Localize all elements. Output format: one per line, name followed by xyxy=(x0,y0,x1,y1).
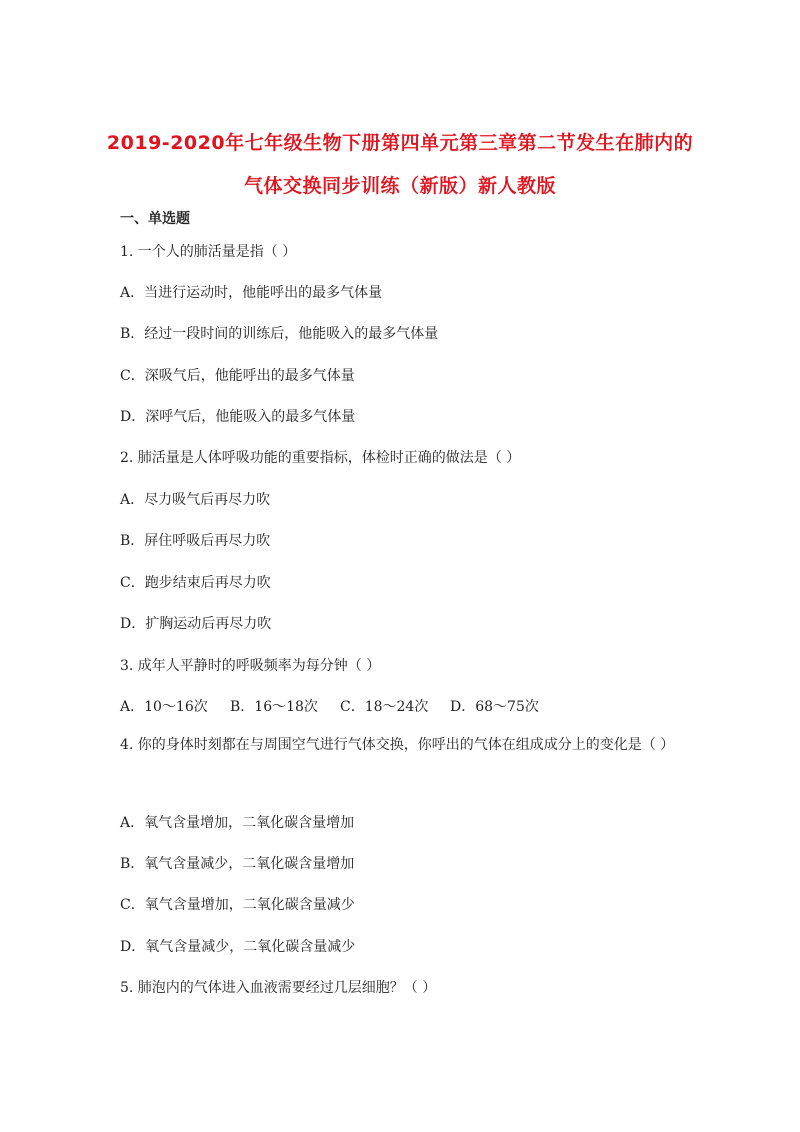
question-5-stem: 5. 肺泡内的气体进入血液需要经过几层细胞？（ ） xyxy=(120,980,437,996)
question-4-option-a: A．氧气含量增加，二氧化碳含量增加 xyxy=(120,815,355,831)
question-4-option-b: B．氧气含量减少，二氧化碳含量增加 xyxy=(120,856,355,872)
document-title-line-2: 气体交换同步训练（新版）新人教版 xyxy=(243,175,556,197)
question-2-option-b: B．屏住呼吸后再尽力吹 xyxy=(120,533,271,549)
question-3-option-c: C．18～24次 xyxy=(340,699,429,715)
question-1-option-c: C．深吸气后，他能呼出的最多气体量 xyxy=(120,368,355,384)
question-3-option-d: D．68～75次 xyxy=(450,699,539,715)
question-3-option-a: A．10～16次 xyxy=(120,699,208,715)
section-heading: 一、单选题 xyxy=(120,211,190,227)
document-title-line-1: 2019-2020年七年级生物下册第四单元第三章第二节发生在肺内的 xyxy=(106,132,694,154)
question-4-option-c: C．氧气含量增加，二氧化碳含量减少 xyxy=(120,897,355,913)
question-2-option-d: D．扩胸运动后再尽力吹 xyxy=(120,616,272,632)
question-1-stem: 1. 一个人的肺活量是指（ ） xyxy=(120,244,297,260)
question-1-option-b: B．经过一段时间的训练后，他能吸入的最多气体量 xyxy=(120,326,439,342)
question-3-option-b: B．16～18次 xyxy=(230,699,318,715)
question-2-stem: 2. 肺活量是人体呼吸功能的重要指标，体检时正确的做法是（ ） xyxy=(120,450,521,466)
question-3-options xyxy=(120,696,539,716)
question-2-option-a: A．尽力吸气后再尽力吹 xyxy=(120,492,271,508)
question-1-option-a: A．当进行运动时，他能呼出的最多气体量 xyxy=(120,285,383,301)
question-1-option-d: D．深呼气后，他能吸入的最多气体量 xyxy=(120,409,356,425)
question-4-stem: 4. 你的身体时刻都在与周围空气进行气体交换，你呼出的气体在组成成分上的变化是（ ） xyxy=(120,737,675,753)
question-2-option-c: C．跑步结束后再尽力吹 xyxy=(120,575,271,591)
question-3-stem: 3. 成年人平静时的呼吸频率为每分钟（ ） xyxy=(120,658,381,674)
question-4-option-d: D．氧气含量减少，二氧化碳含量减少 xyxy=(120,939,356,955)
